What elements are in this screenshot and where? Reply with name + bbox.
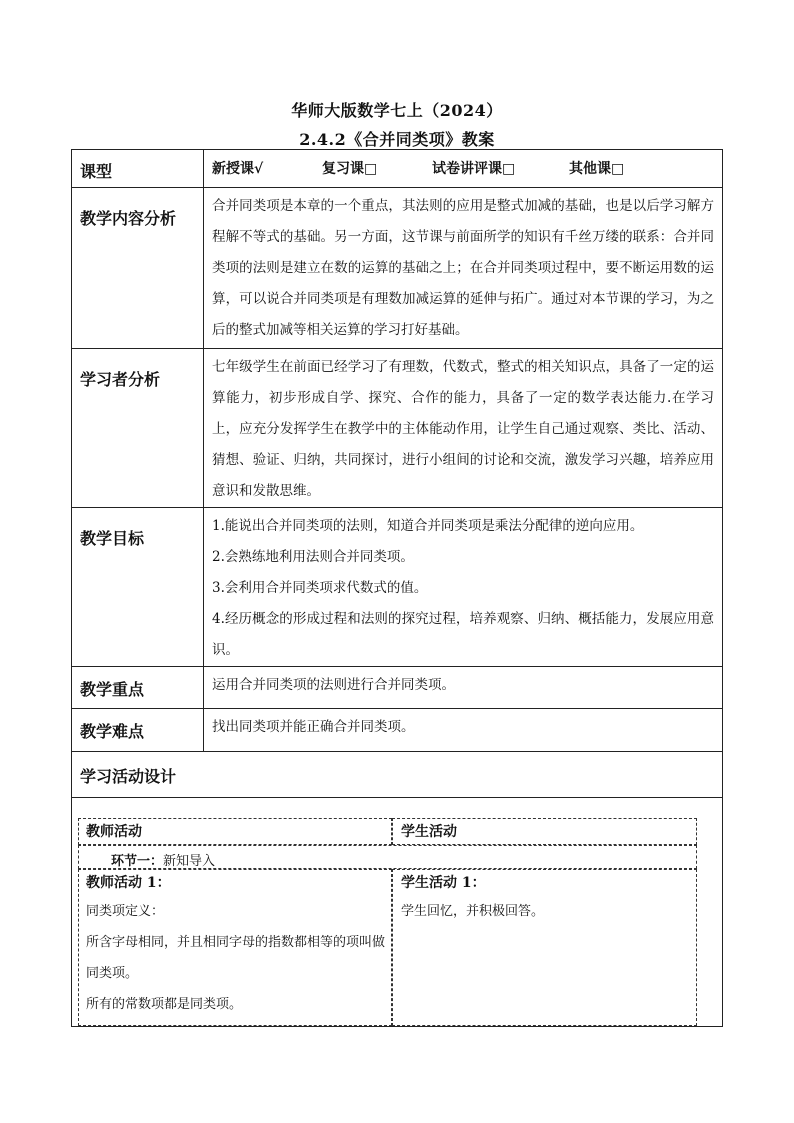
option-other-lesson: 其他课□ xyxy=(569,161,625,177)
difficulty-label: 教学难点 xyxy=(72,709,204,752)
difficulty-paragraph: 找出同类项并能正确合并同类项。 xyxy=(212,719,415,735)
objective-item: 3.会利用合并同类项求代数式的值。 xyxy=(212,580,428,596)
teacher-activity-title: 教师活动 1： xyxy=(86,875,171,891)
student-activity-line: 学生回忆，并积极回答。 xyxy=(401,904,545,919)
teacher-activity-line: 所含字母相同，并且相同字母的指数都相等的项叫做同类项。 xyxy=(86,935,386,981)
content-analysis-text xyxy=(204,188,723,349)
course-type-label: 课型 xyxy=(72,150,204,188)
learner-analysis-label: 学习者分析 xyxy=(72,349,204,508)
teaching-objectives-label: 教学目标 xyxy=(72,508,204,667)
objective-item: 4.经历概念的形成过程和法则的探究过程，培养观察、归纳、概括能力，发展应用意识。 xyxy=(212,611,714,658)
option-review-lesson: 复习课□ xyxy=(322,161,378,177)
option-test-review-lesson: 试卷讲评课□ xyxy=(432,161,516,177)
learner-analysis-paragraph: 七年级学生在前面已经学习了有理数，代数式，整式的相关知识点，具备了一定的运算能力，初步形成自学、探究、合作的能力，具备了一定的数学表达能力.在学习上，应充分发挥学生在教学中的主体能动作用，让学生自己通过观察、类比、活动、猜想、验证、归纳，共同探讨，进行小组间的讨论和交流，激发学习兴趣，培养应用意识和发散思维。 xyxy=(212,359,714,499)
teaching-objectives-text xyxy=(204,508,723,667)
student-activity-cell xyxy=(392,869,697,1026)
learner-analysis-text xyxy=(204,349,723,508)
objective-item: 1.能说出合并同类项的法则，知道合并同类项是乘法分配律的逆向应用。 xyxy=(212,518,644,534)
key-point-paragraph: 运用合并同类项的法则进行合并同类项。 xyxy=(212,677,455,693)
difficulty-text xyxy=(204,709,723,752)
student-activity-title: 学生活动 1： xyxy=(401,875,486,891)
course-type-options xyxy=(204,150,723,188)
document-title: 华师大版数学七上（2024） xyxy=(291,101,503,120)
teacher-activity-cell xyxy=(78,869,392,1026)
stage-row xyxy=(78,845,697,869)
activity-design-title: 学习活动设计 xyxy=(72,752,723,798)
activity-design-area xyxy=(72,798,723,1027)
key-point-label: 教学重点 xyxy=(72,667,204,709)
objective-item: 2.会熟练地利用法则合并同类项。 xyxy=(212,549,414,565)
student-activity-header: 学生活动 xyxy=(392,818,697,845)
stage-label: 环节一： xyxy=(111,854,164,869)
teacher-activity-line: 同类项定义： xyxy=(86,904,165,919)
lesson-title: 2.4.2《合并同类项》教案 xyxy=(299,130,495,149)
teacher-activity-header: 教师活动 xyxy=(78,818,392,845)
stage-name: 新知导入 xyxy=(163,854,216,869)
content-analysis-paragraph: 合并同类项是本章的一个重点，其法则的应用是整式加减的基础，也是以后学习解方程解不等式的基础。另一方面，这节课与前面所学的知识有千丝万缕的联系：合并同类项的法则是建立在数的运算的基础之上；在合并同类项过程中，要不断运用数的运算，可以说合并同类项是有理数加减运算的延伸与拓广。通过对本节课的学习，为之后的整式加减等相关运算的学习打好基础。 xyxy=(212,198,714,338)
key-point-text xyxy=(204,667,723,709)
teacher-activity-line: 所有的常数项都是同类项。 xyxy=(86,997,243,1012)
option-new-lesson: 新授课√ xyxy=(212,161,264,177)
lesson-plan-table xyxy=(71,149,723,1027)
content-analysis-label: 教学内容分析 xyxy=(72,188,204,349)
